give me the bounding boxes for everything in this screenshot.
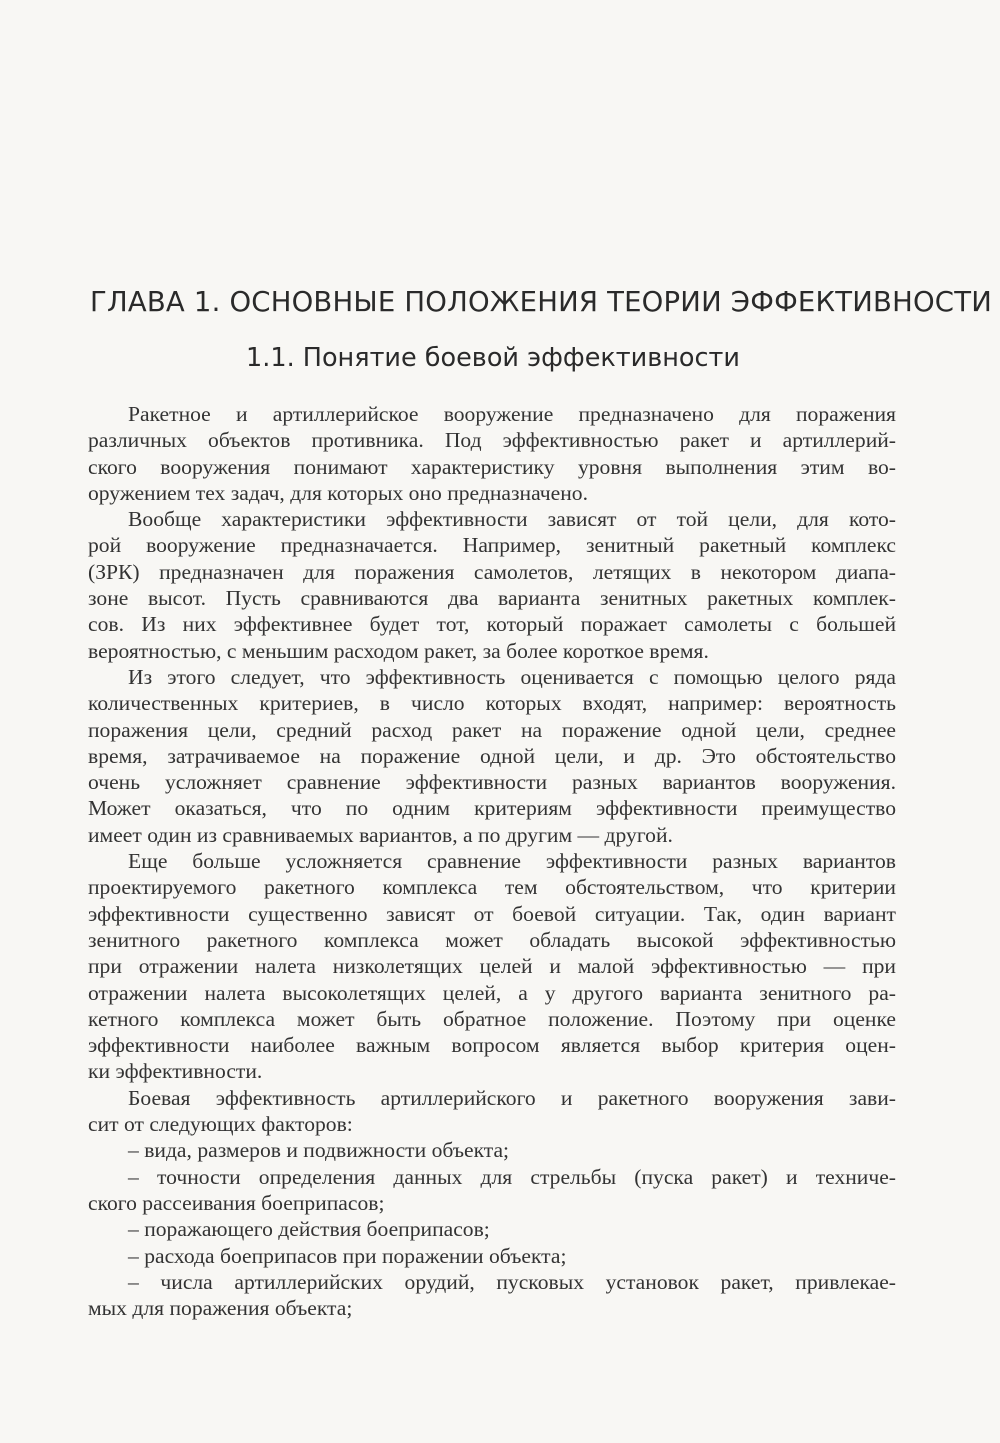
text-line: (ЗРК) предназначен для поражения самолетов, летящих в некотором диапа- — [88, 559, 896, 584]
section-title — [0, 343, 1000, 373]
text-line: Ракетное и артиллерийское вооружение предназначено для поражения — [128, 402, 896, 426]
text-line: отражении налета высоколетящих целей, а у другого варианта зенитного ра- — [88, 980, 896, 1005]
body-text — [88, 401, 896, 1321]
text-line: при отражении налета низколетящих целей и малой эффективностью — при — [88, 954, 896, 979]
text-line: эффективности существенно зависят от боевой ситуации. Так, один вариант — [88, 901, 896, 926]
text-line: рой вооружение предназначается. Например, зенитный ракетный комплекс — [88, 533, 896, 558]
text-line: оружением тех задач, для которых оно предназначено. — [88, 480, 588, 505]
text-line: зоне высот. Пусть сравниваются два варианта зенитных ракетных комплек- — [88, 586, 896, 611]
text-line: различных объектов противника. Под эффективностью ракет и артиллерий- — [88, 428, 896, 453]
text-line: имеет один из сравниваемых вариантов, а по другим — другой. — [88, 822, 673, 847]
text-line: Вообще характеристики эффективности зависят от той цели, для кото- — [128, 507, 896, 532]
text-line: – числа артиллерийских орудий, пусковых установок ракет, привлекае- — [128, 1269, 896, 1294]
chapter-title: ГЛАВА 1. ОСНОВНЫЕ ПОЛОЖЕНИЯ ТЕОРИИ ЭФФЕКТИВНОСТИ — [90, 286, 992, 318]
text-line: кетного комплекса может быть обратное положение. Поэтому при оценке — [88, 1006, 896, 1031]
text-line: – вида, размеров и подвижности объекта; — [128, 1138, 510, 1163]
text-line: Может оказаться, что по одним критериям эффективности преимущество — [88, 796, 896, 821]
section-title-text: 1.1. Понятие боевой эффективности — [246, 343, 740, 373]
text-line: эффективности наиболее важным вопросом является выбор критерия оцен- — [88, 1033, 896, 1058]
text-line: мых для поражения объекта; — [88, 1296, 353, 1321]
text-line: Еще больше усложняется сравнение эффективности разных вариантов — [128, 849, 896, 874]
text-line: зенитного ракетного комплекса может обладать высокой эффективностью — [88, 927, 896, 952]
text-line: Из этого следует, что эффективность оценивается с помощью целого ряда — [128, 664, 896, 689]
text-line: проектируемого ракетного комплекса тем обстоятельством, что критерии — [88, 875, 896, 900]
text-line: очень усложняет сравнение эффективности разных вариантов вооружения. — [88, 770, 896, 795]
text-line: поражения цели, средний расход ракет на поражение одной цели, среднее — [88, 717, 896, 742]
text-line: сит от следующих факторов: — [88, 1112, 353, 1137]
text-line: ки эффективности. — [88, 1059, 263, 1084]
text-line: сов. Из них эффективнее будет тот, который поражает самолеты с большей — [88, 612, 896, 637]
text-line: ского вооружения понимают характеристику уровня выполнения этим во- — [88, 454, 896, 479]
text-line: – расхода боеприпасов при поражении объекта; — [128, 1243, 567, 1268]
text-line: – точности определения данных для стрельбы (пуска ракет) и техниче- — [128, 1164, 896, 1189]
text-line: Боевая эффективность артиллерийского и ракетного вооружения зави- — [128, 1085, 896, 1110]
text-line: количественных критериев, в число которых входят, например: вероятность — [88, 691, 896, 716]
text-line: время, затрачиваемое на поражение одной цели, и др. Это обстоятельство — [88, 743, 896, 768]
text-line: ского рассеивания боеприпасов; — [88, 1190, 385, 1215]
text-line: – поражающего действия боеприпасов; — [128, 1217, 490, 1242]
text-line: вероятностью, с меньшим расходом ракет, за более короткое время. — [88, 638, 709, 663]
